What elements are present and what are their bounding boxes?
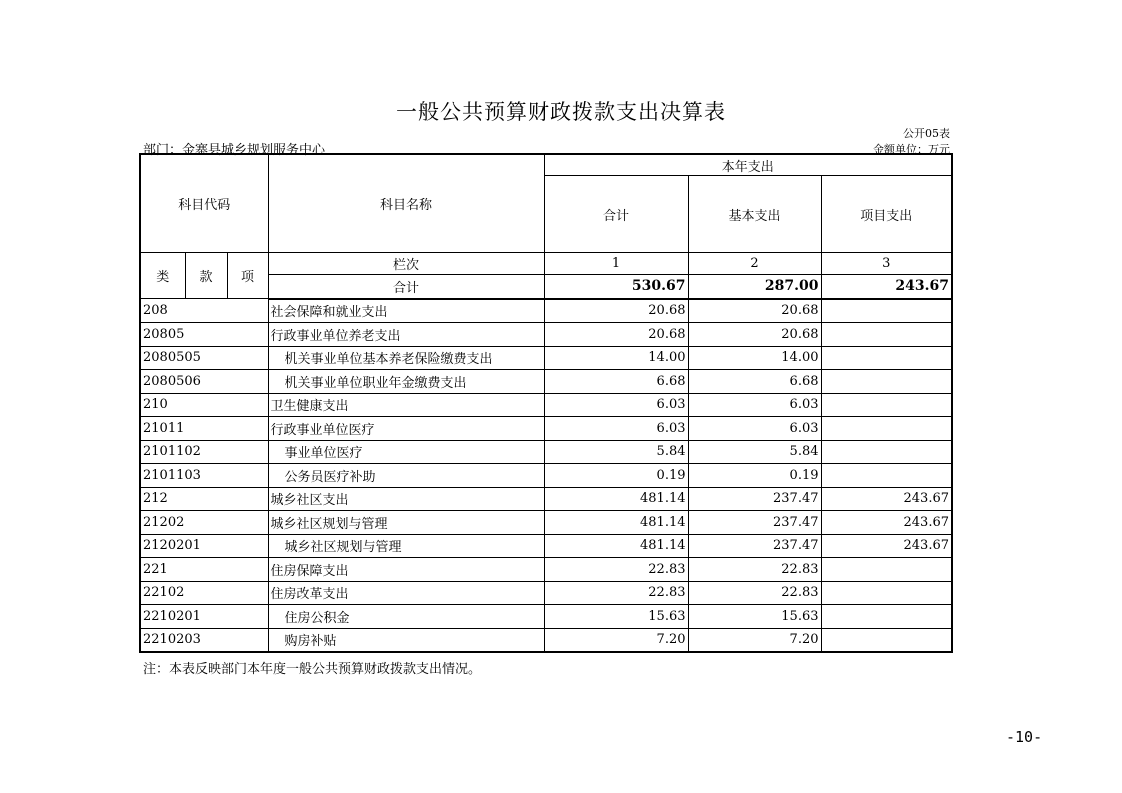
row-name: 城乡社区规划与管理 (268, 511, 544, 535)
row-code: 2101103 (140, 464, 268, 488)
unit-label: 金额单位：万元 (873, 143, 950, 156)
table-row (140, 558, 952, 582)
row-project (821, 464, 952, 488)
row-total: 6.03 (544, 393, 688, 417)
row-basic: 22.83 (688, 581, 821, 605)
row-project: 243.67 (821, 487, 952, 511)
total-header: 合计 (544, 176, 688, 253)
row-name: 城乡社区支出 (268, 487, 544, 511)
subject-code-header: 科目代码 (140, 154, 268, 253)
row-code: 208 (140, 299, 268, 323)
table-row (140, 581, 952, 605)
row-project: 243.67 (821, 534, 952, 558)
footnote: 注：本表反映部门本年度一般公共预算财政拨款支出情况。 (143, 662, 482, 677)
row-total: 481.14 (544, 534, 688, 558)
row-code: 2210203 (140, 628, 268, 652)
row-basic: 7.20 (688, 628, 821, 652)
row-basic: 6.68 (688, 370, 821, 394)
row-name: 行政事业单位医疗 (268, 417, 544, 441)
table-row (140, 487, 952, 511)
row-project (821, 440, 952, 464)
row-project (821, 299, 952, 323)
row-basic: 15.63 (688, 605, 821, 629)
summary-basic: 287.00 (688, 275, 821, 299)
row-code: 210 (140, 393, 268, 417)
row-name: 住房保障支出 (268, 558, 544, 582)
row-code: 21202 (140, 511, 268, 535)
row-basic: 6.03 (688, 393, 821, 417)
row-total: 22.83 (544, 581, 688, 605)
basic-header: 基本支出 (688, 176, 821, 253)
row-code: 20805 (140, 323, 268, 347)
row-project (821, 581, 952, 605)
summary-label: 合计 (268, 275, 544, 299)
row-name: 住房公积金 (268, 605, 544, 629)
row-basic: 20.68 (688, 323, 821, 347)
row-code: 21011 (140, 417, 268, 441)
row-basic: 6.03 (688, 417, 821, 441)
row-name: 公务员医疗补助 (268, 464, 544, 488)
form-number: 公开05表 (903, 127, 950, 140)
row-total: 22.83 (544, 558, 688, 582)
row-project (821, 323, 952, 347)
row-total: 481.14 (544, 511, 688, 535)
row-code: 221 (140, 558, 268, 582)
row-basic: 14.00 (688, 346, 821, 370)
table-row (140, 323, 952, 347)
column-index-label: 栏次 (268, 253, 544, 275)
row-project (821, 558, 952, 582)
row-code: 2120201 (140, 534, 268, 558)
row-total: 6.03 (544, 417, 688, 441)
budget-table (139, 153, 953, 653)
row-project (821, 393, 952, 417)
row-code: 2080506 (140, 370, 268, 394)
row-total: 14.00 (544, 346, 688, 370)
row-total: 20.68 (544, 299, 688, 323)
table-row (140, 417, 952, 441)
this-year-header: 本年支出 (544, 154, 952, 176)
row-code: 2210201 (140, 605, 268, 629)
row-total: 0.19 (544, 464, 688, 488)
department-label: 部门：金寨县城乡规划服务中心 (143, 143, 326, 158)
row-name: 行政事业单位养老支出 (268, 323, 544, 347)
row-code: 212 (140, 487, 268, 511)
table-row (140, 370, 952, 394)
row-name: 机关事业单位基本养老保险缴费支出 (268, 346, 544, 370)
row-name: 机关事业单位职业年金缴费支出 (268, 370, 544, 394)
row-code: 22102 (140, 581, 268, 605)
page-number: -10- (1006, 728, 1043, 746)
xiang-header: 项 (227, 253, 268, 299)
table-row (140, 346, 952, 370)
row-basic: 5.84 (688, 440, 821, 464)
row-basic: 237.47 (688, 487, 821, 511)
row-basic: 237.47 (688, 534, 821, 558)
row-name: 社会保障和就业支出 (268, 299, 544, 323)
row-basic: 0.19 (688, 464, 821, 488)
row-name: 住房改革支出 (268, 581, 544, 605)
column-index-1: 1 (544, 253, 688, 275)
row-project (821, 346, 952, 370)
row-total: 5.84 (544, 440, 688, 464)
row-total: 7.20 (544, 628, 688, 652)
row-name: 购房补贴 (268, 628, 544, 652)
summary-project: 243.67 (821, 275, 952, 299)
row-code: 2101102 (140, 440, 268, 464)
lei-header: 类 (140, 253, 185, 299)
table-row (140, 393, 952, 417)
row-total: 481.14 (544, 487, 688, 511)
row-basic: 22.83 (688, 558, 821, 582)
table-row (140, 440, 952, 464)
project-header: 项目支出 (821, 176, 952, 253)
row-total: 15.63 (544, 605, 688, 629)
column-index-2: 2 (688, 253, 821, 275)
table-row (140, 534, 952, 558)
row-project (821, 628, 952, 652)
row-code: 2080505 (140, 346, 268, 370)
row-total: 20.68 (544, 323, 688, 347)
row-project (821, 605, 952, 629)
row-project: 243.67 (821, 511, 952, 535)
row-basic: 237.47 (688, 511, 821, 535)
column-index-3: 3 (821, 253, 952, 275)
row-basic: 20.68 (688, 299, 821, 323)
table-row (140, 605, 952, 629)
page-title: 一般公共预算财政拨款支出决算表 (396, 100, 726, 124)
subject-name-header: 科目名称 (268, 154, 544, 253)
kuan-header: 款 (185, 253, 227, 299)
summary-total: 530.67 (544, 275, 688, 299)
table-row (140, 628, 952, 652)
row-name: 卫生健康支出 (268, 393, 544, 417)
table-row (140, 464, 952, 488)
row-name: 城乡社区规划与管理 (268, 534, 544, 558)
row-project (821, 417, 952, 441)
row-total: 6.68 (544, 370, 688, 394)
table-row (140, 511, 952, 535)
table-row (140, 299, 952, 323)
row-project (821, 370, 952, 394)
row-name: 事业单位医疗 (268, 440, 544, 464)
